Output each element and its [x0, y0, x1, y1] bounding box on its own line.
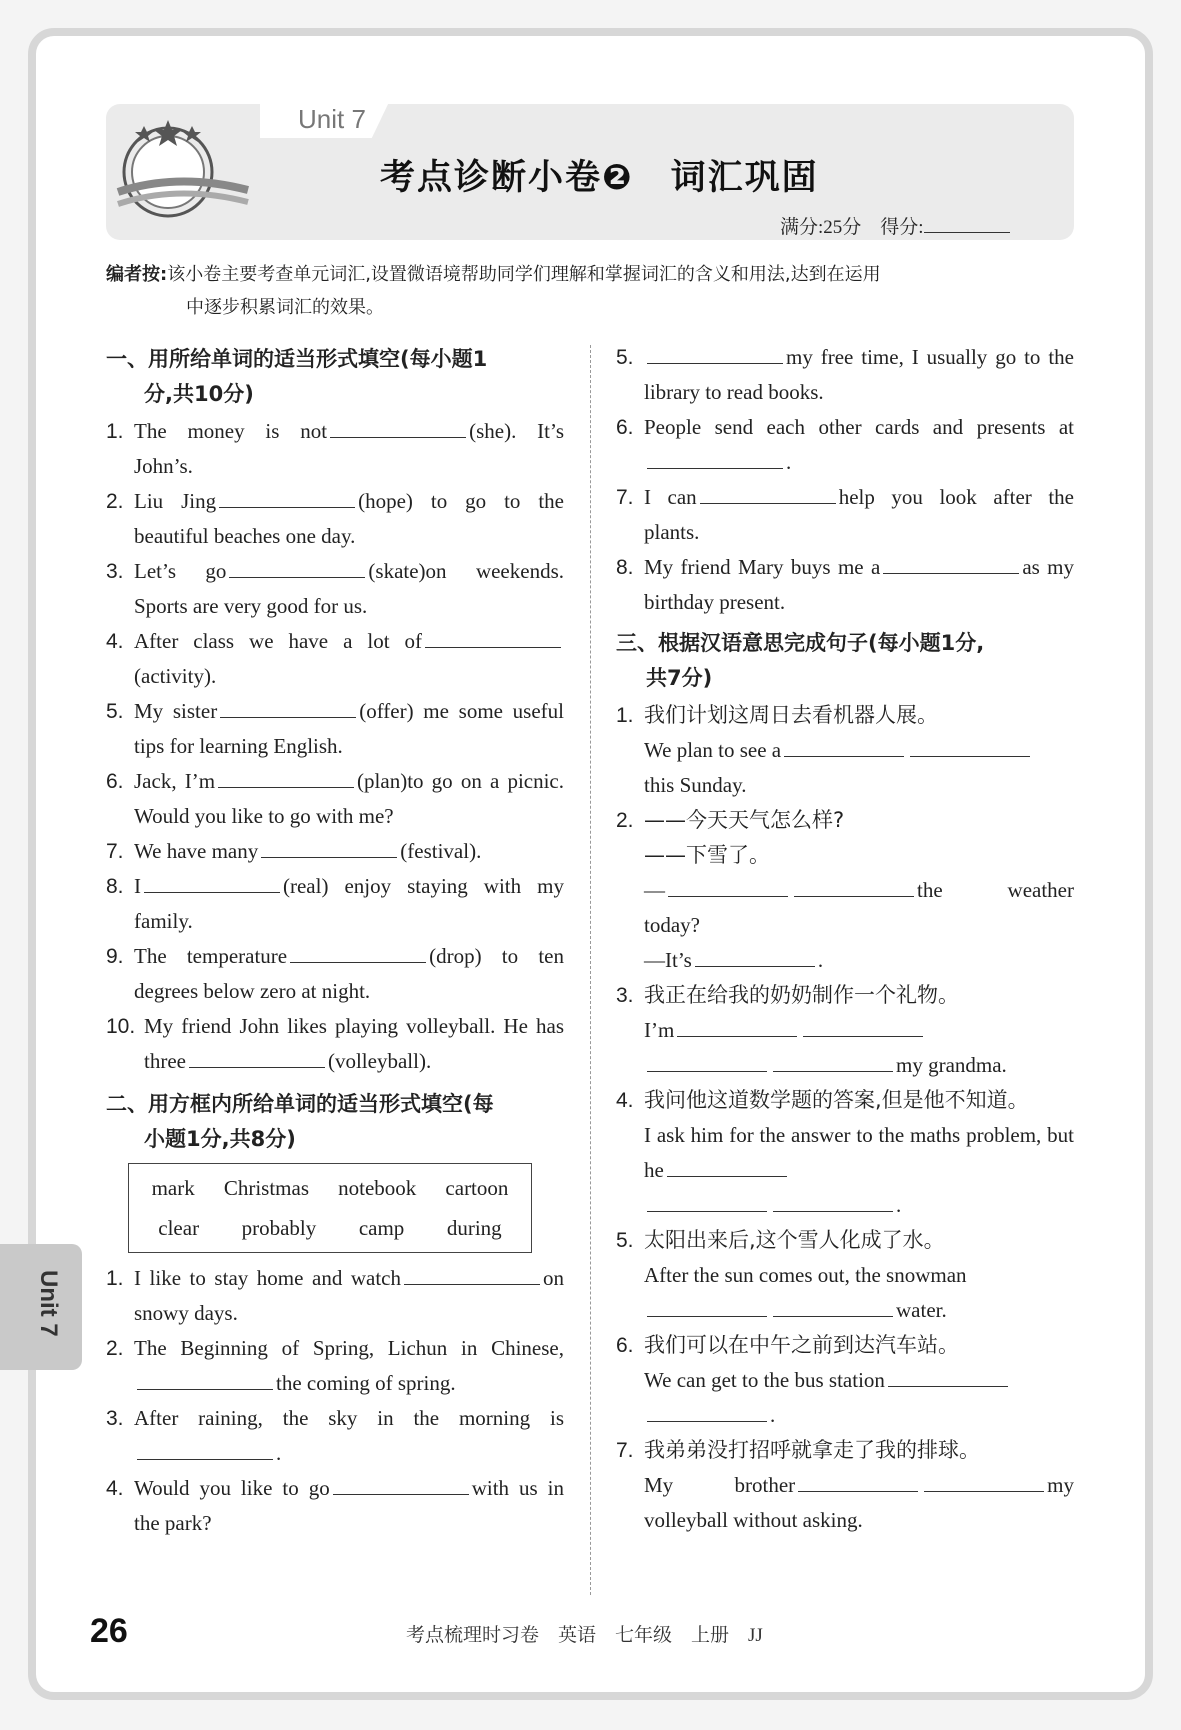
s2-question-1: 1. I like to stay home and watch on snowy days.	[106, 1266, 564, 1325]
footer-text: 考点梳理时习卷 英语 七年级 上册 JJ	[406, 1625, 763, 1646]
section3-title: 三、根据汉语意思完成句子(每小题1分, 共7分)	[616, 631, 985, 690]
answer-blank[interactable]	[220, 697, 356, 718]
s2-question-8: 8. My friend Mary buys me a as my birthday present.	[616, 555, 1075, 614]
s2-question-4: 4. Would you like to go with us in the park?	[106, 1476, 564, 1535]
word-row-1	[137, 1168, 523, 1208]
editor-note	[106, 258, 1076, 324]
answer-blank[interactable]	[794, 876, 914, 897]
answer-blank[interactable]	[803, 1016, 923, 1037]
answer-blank[interactable]	[333, 1474, 469, 1495]
answer-blank[interactable]	[773, 1191, 893, 1212]
s2-question-7: 7. I can help you look after the plants.	[616, 485, 1074, 544]
answer-blank[interactable]	[330, 417, 466, 438]
answer-blank[interactable]	[404, 1264, 540, 1285]
score-blank[interactable]	[924, 216, 1010, 233]
answer-blank[interactable]	[647, 448, 783, 469]
answer-blank[interactable]	[798, 1471, 918, 1492]
answer-blank[interactable]	[219, 487, 355, 508]
s3-question-4: 4. 我问他这道数学题的答案,但是他不知道。 I ask him for the answer to the maths problem, but he .	[616, 1088, 1074, 1217]
answer-blank[interactable]	[677, 1016, 797, 1037]
answer-blank[interactable]	[773, 1051, 893, 1072]
answer-blank[interactable]	[647, 1051, 767, 1072]
s2-question-3: 3. After raining, the sky in the morning is.	[106, 1406, 564, 1465]
s1-question-2: 2. Liu Jing (hope) to go to the beautiful beaches one day.	[106, 489, 564, 548]
answer-blank[interactable]	[425, 627, 561, 648]
side-unit-tab: Unit 7	[0, 1244, 82, 1370]
page-title: 考点诊断小卷❷ 词汇巩固	[380, 158, 819, 198]
answer-blank[interactable]	[261, 837, 397, 858]
answer-blank[interactable]	[647, 343, 783, 364]
s1-question-10: 10. My friend John likes playing volleyball. He has three (volleyball).	[106, 1014, 564, 1073]
word-item: Christmas	[223, 1176, 310, 1200]
answer-blank[interactable]	[189, 1047, 325, 1068]
page-number: 26	[90, 1612, 128, 1650]
s1-question-4: 4. After class we have a lot of(activity).	[106, 624, 564, 694]
answer-blank[interactable]	[137, 1439, 273, 1460]
word-box	[128, 1163, 532, 1253]
s1-question-3: 3. Let’s go (skate)on weekends. Sports are very good for us.	[106, 559, 564, 618]
editor-note-label: 编者按:	[106, 264, 168, 285]
answer-blank[interactable]	[290, 942, 426, 963]
section2-title: 二、用方框内所给单词的适当形式填空(每 小题1分,共8分)	[106, 1092, 494, 1151]
word-item: probably	[241, 1216, 317, 1240]
word-item: mark	[151, 1176, 195, 1200]
s1-question-9: 9. The temperature (drop) to ten degrees below zero at night.	[106, 944, 564, 1003]
column-divider	[590, 345, 591, 1595]
s3-question-1: 1. 我们计划这周日去看机器人展。 We plan to see a this Sunday.	[616, 698, 1074, 803]
answer-blank[interactable]	[137, 1369, 273, 1390]
s3-question-5: 5. 太阳出来后,这个雪人化成了水。 After the sun comes out, the snowman water.	[616, 1228, 967, 1322]
word-item: camp	[358, 1216, 405, 1240]
score-text: 满分:25分 得分:	[780, 217, 924, 238]
word-row-2	[137, 1208, 523, 1248]
answer-blank[interactable]	[883, 553, 1019, 574]
s3-question-3: 3. 我正在给我的奶奶制作一个礼物。 I’m my grandma.	[616, 983, 1007, 1077]
word-item: notebook	[338, 1176, 417, 1200]
editor-note-line2: 中逐步积累词汇的效果。	[186, 297, 384, 318]
answer-blank[interactable]	[784, 736, 904, 757]
s3-question-7: 7. 我弟弟没打招呼就拿走了我的排球。 My brother my volleyball without asking.	[616, 1438, 1074, 1532]
answer-blank[interactable]	[647, 1401, 767, 1422]
right-column	[616, 340, 1074, 1538]
s2-question-5: 5. my free time, I usually go to the library to read books.	[616, 345, 1074, 404]
s1-question-8: 8. I (real) enjoy staying with my family.	[106, 874, 564, 933]
answer-blank[interactable]	[910, 736, 1030, 757]
s1-question-5: 5. My sister (offer) me some useful tips for learning English.	[106, 699, 564, 758]
answer-blank[interactable]	[924, 1471, 1044, 1492]
unit-label: Unit 7	[298, 104, 366, 134]
publisher-logo	[108, 112, 256, 232]
word-item: cartoon	[445, 1176, 509, 1200]
answer-blank[interactable]	[218, 767, 354, 788]
answer-blank[interactable]	[668, 876, 788, 897]
score-line	[780, 212, 1010, 239]
answer-blank[interactable]	[773, 1296, 893, 1317]
editor-note-line1: 该小卷主要考查单元词汇,设置微语境帮助同学们理解和掌握词汇的含义和用法,达到在运用	[167, 264, 881, 285]
left-column	[106, 340, 564, 1541]
section1-title: 一、用所给单词的适当形式填空(每小题1 分,共10分)	[106, 347, 488, 406]
s1-question-7: 7. We have many (festival).	[106, 839, 482, 863]
s1-question-6: 6. Jack, I’m (plan)to go on a picnic. Would you like to go with me?	[106, 769, 565, 828]
word-item: during	[446, 1216, 502, 1240]
answer-blank[interactable]	[144, 872, 280, 893]
s1-question-1: 1. The money is not (she). It’s John’s.	[106, 419, 564, 478]
word-item: clear	[158, 1216, 200, 1240]
answer-blank[interactable]	[229, 557, 365, 578]
answer-blank[interactable]	[647, 1191, 767, 1212]
answer-blank[interactable]	[700, 483, 836, 504]
answer-blank[interactable]	[888, 1366, 1008, 1387]
s2-question-2: 2. The Beginning of Spring, Lichun in Chinese,the coming of spring.	[106, 1336, 564, 1395]
answer-blank[interactable]	[647, 1296, 767, 1317]
answer-blank[interactable]	[667, 1156, 787, 1177]
s3-question-6: 6. 我们可以在中午之前到达汽车站。 We can get to the bus station .	[616, 1328, 1074, 1433]
answer-blank[interactable]	[695, 946, 815, 967]
s3-question-2: 2. ——今天天气怎么样? ——下雪了。 — the weather today? —It’s .	[616, 808, 1074, 972]
s2-question-6: 6. People send each other cards and presents at.	[616, 415, 1074, 474]
